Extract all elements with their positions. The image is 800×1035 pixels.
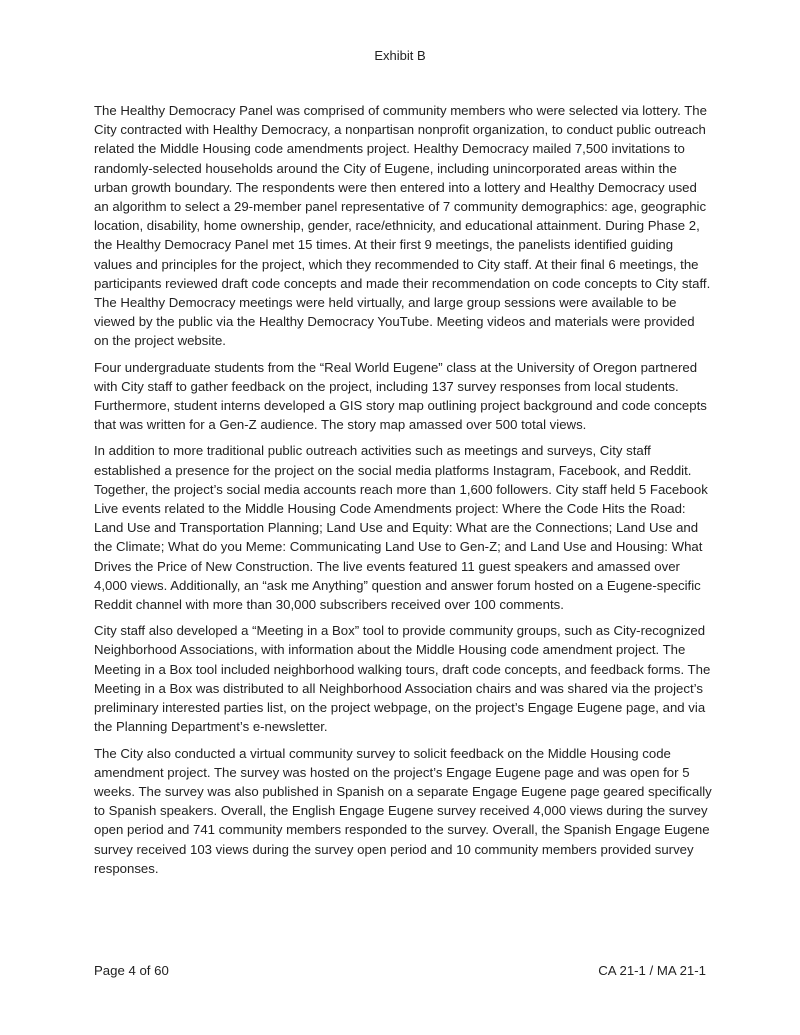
- paragraph-meeting-in-a-box: City staff also developed a “Meeting in a Box” tool to provide community groups, such as City-recognized Neighborhood Associations, with information about the Middle Housing code amendment project. The Meeting in a Box tool included neighborhood walking tours, draft code concepts, and feedback forms. The Meeting in a Box was distributed to all Neighborhood Association chairs and was shared via the project’s preliminary interested parties list, on the project webpage, on the project’s Engage Eugene page, and via the Planning Department’s e-newsletter.: [94, 623, 711, 735]
- page-header: [0, 48, 800, 63]
- case-number: CA 21-1 / MA 21-1: [598, 963, 706, 978]
- exhibit-title: Exhibit B: [374, 48, 426, 63]
- paragraph-social-media: In addition to more traditional public outreach activities such as meetings and surveys, City staff established a presence for the project on the social media platforms Instagram, Facebook, and Reddit. Together, the project’s social media accounts reach more than 1,600 followers. City staff held 5 Facebook Live events related to the Middle Housing Code Amendments project: Where the Code Hits the Road: Land Use and Transportation Planning; Land Use and Equity: What are the Connections; Land Use and the Climate; What do you Meme: Communicating Land Use to Gen-Z; and Land Use and Housing: What Drives the Price of New Construction. The live events featured 11 guest speakers and amassed over 4,000 views. Additionally, an “ask me Anything” question and answer forum hosted on a Eugene-specific Reddit channel with more than 30,000 subscribers received over 100 comments.: [94, 443, 708, 613]
- paragraph-community-survey: The City also conducted a virtual community survey to solicit feedback on the Middle Housing code amendment project. The survey was hosted on the project’s Engage Eugene page and was open for 5 weeks. The survey was also published in Spanish on a separate Engage Eugene page geared specifically to Spanish speakers. Overall, the English Engage Eugene survey received 4,000 views during the survey open period and 741 community members responded to the survey. Overall, the Spanish Engage Eugene survey received 103 views during the survey open period and 10 community members provided survey responses.: [94, 745, 712, 876]
- page-number: Page 4 of 60: [94, 963, 169, 978]
- document-body: [94, 101, 712, 885]
- paragraph-student-outreach: Four undergraduate students from the “Real World Eugene” class at the University of Oregon partnered with City staff to gather feedback on the project, including 137 survey responses from local students. Furthermore, student interns developed a GIS story map outlining project background and code concepts that was written for a Gen-Z audience. The story map amassed over 500 total views.: [94, 359, 707, 433]
- paragraph-healthy-democracy: The Healthy Democracy Panel was comprised of community members who were selected via lottery. The City contracted with Healthy Democracy, a nonpartisan nonprofit organization, to conduct public outreach related the Middle Housing code amendments project. Healthy Democracy mailed 7,500 invitations to randomly-selected households around the City of Eugene, including unincorporated areas within the urban growth boundary. The respondents were then entered into a lottery and Healthy Democracy used an algorithm to select a 29-member panel representative of 7 community demographics: age, geographic location, disability, home ownership, gender, race/ethnicity, and educational attainment. During Phase 2, the Healthy Democracy Panel met 15 times. At their first 9 meetings, the panelists identified guiding values and principles for the project, which they recommended to City staff. At their final 6 meetings, the participants reviewed draft code concepts and made their recommendation on code concepts to City staff. The Healthy Democracy meetings were held virtually, and large group sessions were available to be viewed by the public via the Healthy Democracy YouTube. Meeting videos and materials were provided on the project website.: [94, 103, 711, 349]
